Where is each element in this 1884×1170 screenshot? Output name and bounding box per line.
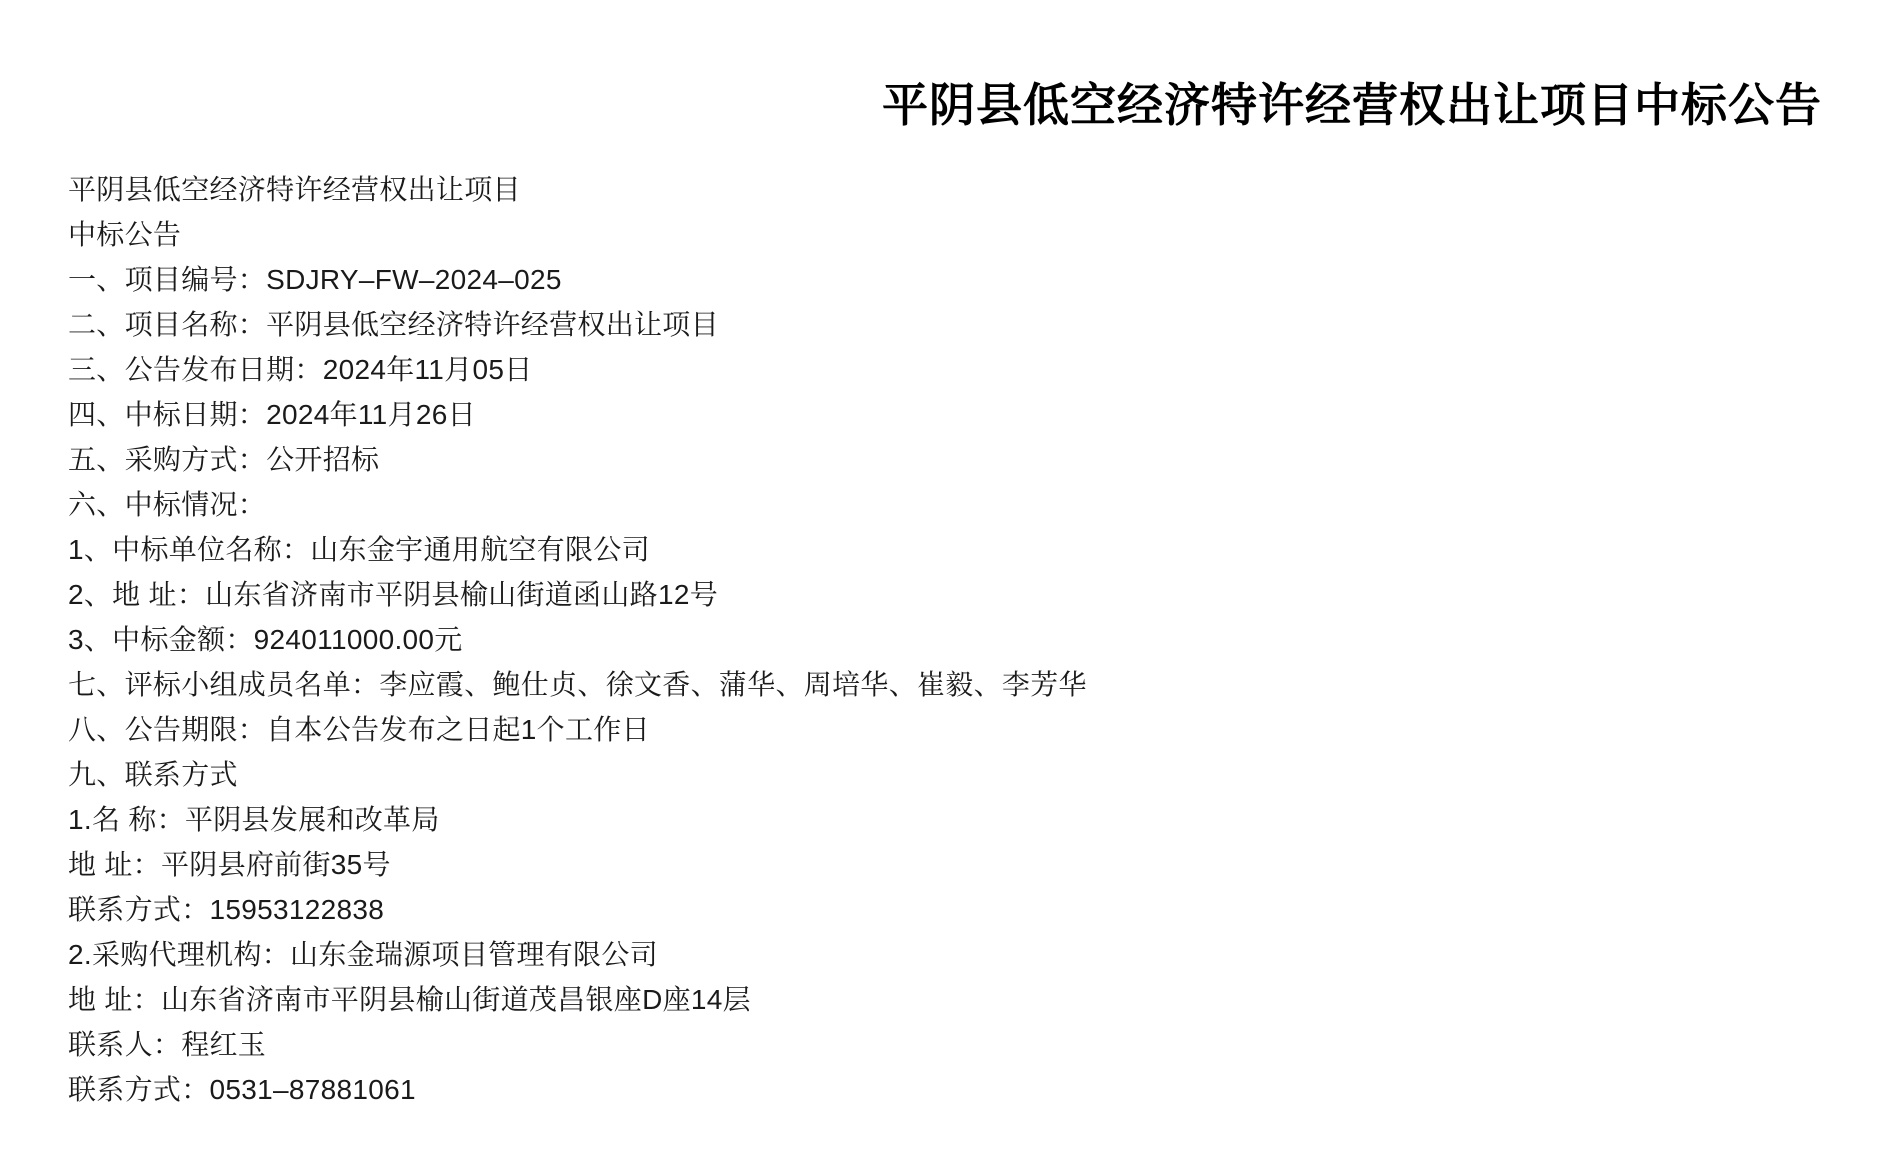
document-line: 2、地 址：山东省济南市平阴县榆山街道函山路12号 (68, 579, 718, 611)
document-line: 一、项目编号：SDJRY–FW–2024–025 (68, 264, 562, 296)
document-line: 2.采购代理机构：山东金瑞源项目管理有限公司 (68, 939, 658, 971)
document-line: 七、评标小组成员名单：李应霞、鲍仕贞、徐文香、蒲华、周培华、崔毅、李芳华 (68, 669, 1087, 701)
document-line: 五、采购方式：公开招标 (68, 444, 380, 476)
document-line: 八、公告期限：自本公告发布之日起1个工作日 (68, 714, 650, 746)
document-line: 联系方式：0531–87881061 (68, 1074, 416, 1106)
document-line: 平阴县低空经济特许经营权出让项目 (68, 174, 521, 206)
document-line: 3、中标金额：924011000.00元 (68, 624, 463, 656)
document-line: 1、中标单位名称：山东金宇通用航空有限公司 (68, 534, 650, 566)
document-line: 九、联系方式 (68, 759, 238, 791)
document-line: 联系方式：15953122838 (68, 894, 385, 926)
document-line: 四、中标日期：2024年11月26日 (68, 399, 476, 431)
document-line: 联系人：程红玉 (68, 1029, 267, 1061)
page-title: 平阴县低空经济特许经营权出让项目中标公告 (882, 79, 1822, 131)
document-line: 二、项目名称：平阴县低空经济特许经营权出让项目 (68, 309, 719, 341)
document-line: 地 址：平阴县府前街35号 (68, 849, 391, 881)
document-body (0, 133, 1884, 1112)
document-line: 三、公告发布日期：2024年11月05日 (68, 354, 533, 386)
document-line: 六、中标情况： (68, 489, 267, 521)
document-line: 地 址：山东省济南市平阴县榆山街道茂昌银座D座14层 (68, 984, 751, 1016)
document-line: 1.名 称：平阴县发展和改革局 (68, 804, 440, 836)
document-line: 中标公告 (68, 219, 182, 251)
